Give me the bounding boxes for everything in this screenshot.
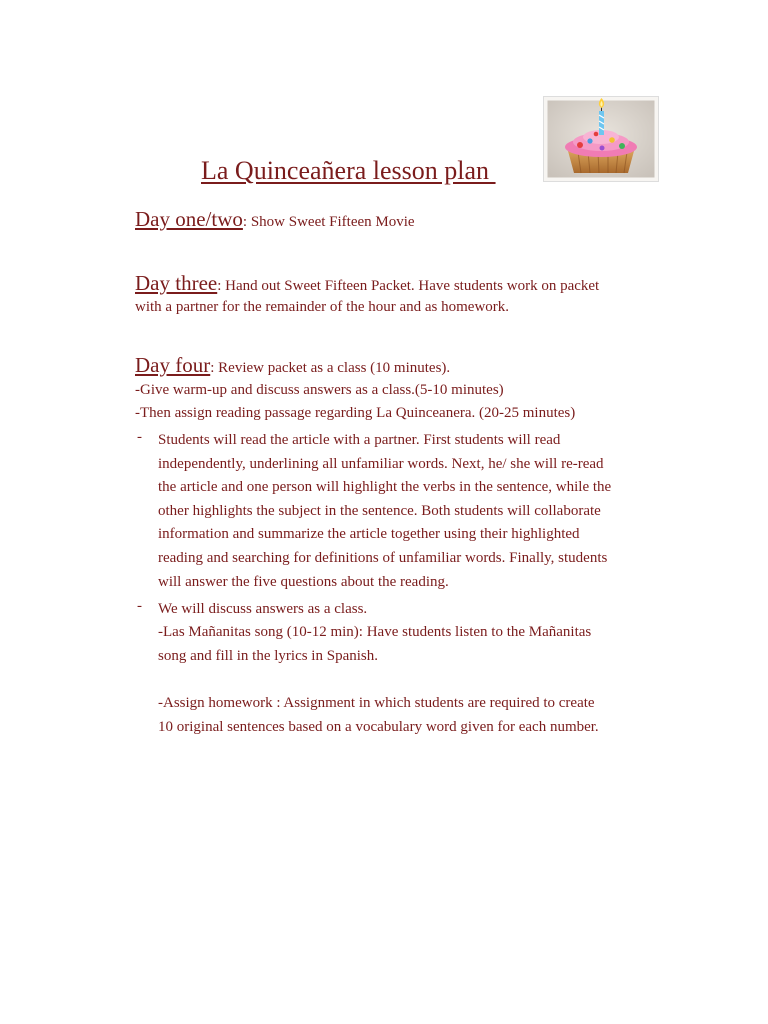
homework-line: -Assign homework : Assignment in which students are required to create [158, 695, 595, 711]
bullet-marker-1: - [137, 429, 142, 445]
mananitas-line: -Las Mañanitas song (10-12 min): Have students listen to the Mañanitas [158, 624, 592, 640]
birthday-cupcake-icon [544, 97, 658, 181]
mananitas-paragraph [158, 621, 718, 668]
day4-heading: Day four [135, 353, 211, 377]
day1-heading: Day one/two [135, 207, 243, 231]
cupcake-photo [544, 97, 658, 181]
bullet1-line: reading and searching for definitions of unfamiliar words. Finally, students [158, 549, 608, 566]
bullet1-line: will answer the five questions about the reading. [158, 573, 449, 590]
homework-paragraph [158, 692, 718, 739]
bullet2-text [158, 598, 718, 622]
day3-text-line2: with a partner for the remainder of the hour and as homework. [135, 299, 510, 315]
bullet1-line: Students will read the article with a partner. First students will read [158, 432, 561, 448]
bullet-marker-2: - [137, 598, 142, 614]
bullet2-line: We will discuss answers as a class. [158, 601, 368, 617]
reading-line: -Then assign reading passage regarding La Quinceanera. (20-25 minutes) [135, 405, 576, 421]
homework-line: 10 original sentences based on a vocabulary word given for each number. [158, 718, 599, 735]
day1-text: : Show Sweet Fifteen Movie [242, 214, 415, 230]
day3-heading: Day three [135, 271, 218, 295]
bullet1-paragraph [158, 429, 718, 594]
page-title: La Quinceañera lesson plan [201, 156, 496, 185]
bullet1-line: information and summarize the article together using their highlighted [158, 526, 580, 543]
day3-line [135, 271, 599, 296]
day4-line [135, 353, 450, 378]
day4-text: : Review packet as a class (10 minutes). [210, 360, 451, 376]
day3-text-line1: : Hand out Sweet Fifteen Packet. Have students work on packet [217, 278, 600, 294]
bullet1-line: the article and one person will highlight the verbs in the sentence, while the [158, 479, 612, 496]
day1-line [135, 207, 415, 232]
bullet1-line: other highlights the subject in the sentence. Both students will collaborate [158, 502, 601, 519]
warmup-line: -Give warm-up and discuss answers as a class.(5-10 minutes) [135, 382, 504, 398]
bullet1-line: independently, underlining all unfamiliar words. Next, he/ she will re-read [158, 455, 604, 472]
mananitas-line: song and fill in the lyrics in Spanish. [158, 647, 378, 664]
